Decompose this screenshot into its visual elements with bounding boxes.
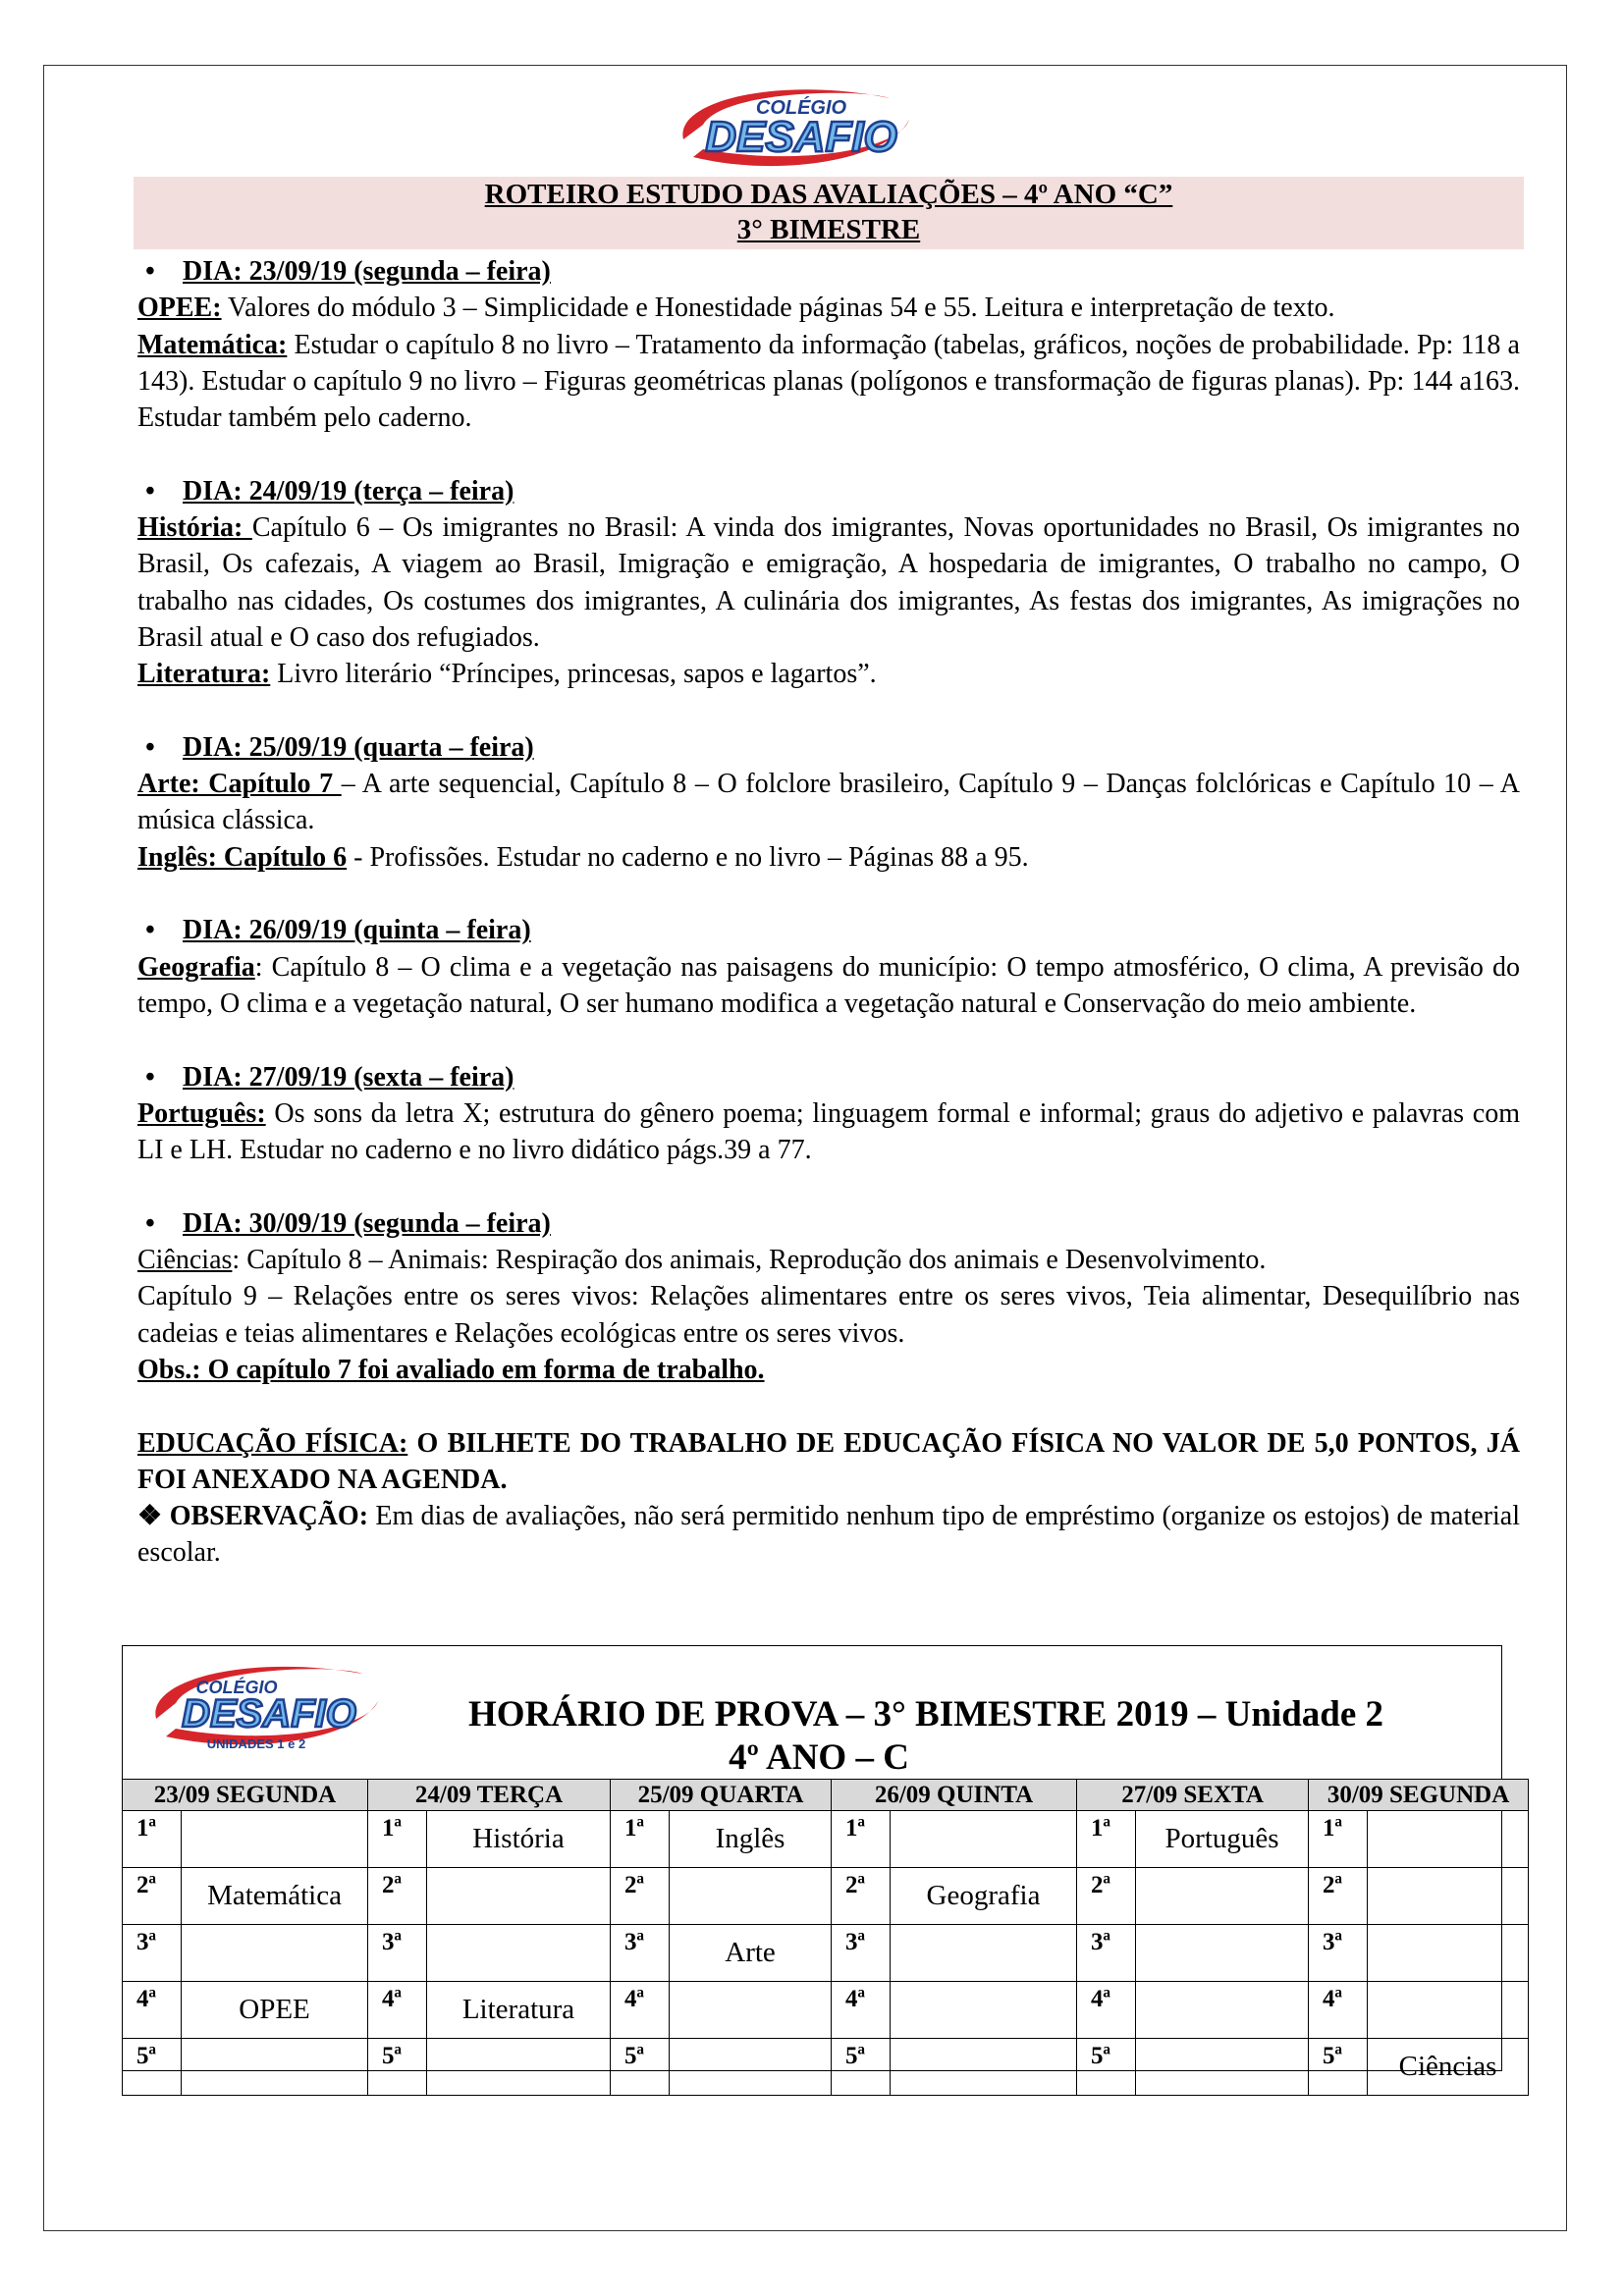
day-heading: • DIA: 24/09/19 (terça – feira)	[145, 475, 514, 507]
period-number: 1ª	[611, 1811, 670, 1868]
period-number: 1ª	[123, 1811, 182, 1868]
period-number: 1ª	[1077, 1811, 1136, 1868]
subject-entry: Ciências: Capítulo 8 – Animais: Respiração dos animais, Reprodução dos animais e Desenvolvimento.	[137, 1245, 1267, 1276]
column-header: 30/09 SEGUNDA	[1309, 1780, 1529, 1811]
title-line-1: ROTEIRO ESTUDO DAS AVALIAÇÕES – 4º ANO “C”	[484, 179, 1173, 210]
subject-cell	[670, 1868, 832, 1925]
day-note: Obs.: O capítulo 7 foi avaliado em forma de trabalho.	[137, 1354, 765, 1385]
subject-cell	[891, 1925, 1077, 1982]
physical-ed-notice: EDUCAÇÃO FÍSICA: O BILHETE DO TRABALHO DE EDUCAÇÃO FÍSICA NO VALOR DE 5,0 PONTOS, JÁ FOI ANEXADO NA AGENDA.	[137, 1427, 1520, 1495]
subject-cell	[1136, 1868, 1309, 1925]
subject-cell	[891, 1811, 1077, 1868]
day-heading: • DIA: 25/09/19 (quarta – feira)	[145, 731, 534, 763]
subject-entry: Inglês: Capítulo 6 - Profissões. Estudar no caderno e no livro – Páginas 88 a 95.	[137, 841, 1029, 873]
subject-cell: Ciências	[1368, 2039, 1529, 2096]
period-number: 2ª	[123, 1868, 182, 1925]
diamond-bullet-icon: ❖	[137, 1501, 163, 1532]
subject-cell	[1136, 1925, 1309, 1982]
period-number: 5ª	[1309, 2039, 1368, 2096]
subject-entry: Português: Os sons da letra X; estrutura do gênero poema; linguagem formal e informal; graus do adjetivo e palavras com LI e LH. Estudar no caderno e no livro didático págs.39 a 77.	[137, 1097, 1520, 1166]
subject-cell: Literatura	[427, 1982, 611, 2039]
subject-cell: História	[427, 1811, 611, 1868]
colegio-desafio-logo	[664, 80, 925, 175]
schedule-header-row	[123, 1780, 1529, 1811]
subject-cell	[1136, 2039, 1309, 2096]
subject-entry: História: Capítulo 6 – Os imigrantes no Brasil: A vinda dos imigrantes, Novas oportunidades no Brasil, Os imigrantes no Brasil, Os cafezais, A viagem ao Brasil, Imigração e emigração, A hospedaria de imigrantes, O trabalho no campo, O trabalho nas cidades, Os costumes dos imigrantes, A culinária dos imigrantes, As festas dos imigrantes, As imigrações no Brasil atual e O caso dos refugiados.	[137, 512, 1521, 653]
sched-logo-main-label: DESAFIO	[182, 1692, 356, 1735]
subject-cell	[891, 1982, 1077, 2039]
column-header: 23/09 SEGUNDA	[123, 1780, 368, 1811]
subject-cell	[1368, 1868, 1529, 1925]
subject-cell	[1136, 1982, 1309, 2039]
title-line-2: 3° BIMESTRE	[736, 214, 921, 245]
day-heading: • DIA: 26/09/19 (quinta – feira)	[145, 915, 531, 946]
subject-cell	[891, 2039, 1077, 2096]
schedule-row	[123, 2039, 1529, 2096]
schedule-row	[123, 1811, 1529, 1868]
subject-entry: Capítulo 9 – Relações entre os seres vivos: Relações alimentares entre os seres vivos, Teia alimentar, Desequilíbrio nas cadeias e teias alimentares e Relações ecológicas entre os seres vivos.	[137, 1281, 1520, 1349]
document-title	[134, 177, 1524, 249]
period-number: 2ª	[368, 1868, 427, 1925]
period-number: 4ª	[123, 1982, 182, 2039]
schedule-row	[123, 1925, 1529, 1982]
subject-cell	[427, 1868, 611, 1925]
subject-cell: Geografia	[891, 1868, 1077, 1925]
period-number: 2ª	[611, 1868, 670, 1925]
day-heading: • DIA: 23/09/19 (segunda – feira)	[145, 256, 551, 287]
subject-entry: Matemática: Estudar o capítulo 8 no livro – Tratamento da informação (tabelas, gráficos, noções de probabilidade. Pp: 118 a 143). Estudar o capítulo 9 no livro – Figuras geométricas planas (polígonos e transformação de figuras planas). Pp: 144 a163. Estudar também pelo caderno.	[137, 329, 1520, 434]
period-number: 4ª	[611, 1982, 670, 2039]
schedule-table	[122, 1779, 1529, 2096]
subject-cell	[427, 2039, 611, 2096]
period-number: 2ª	[1077, 1868, 1136, 1925]
column-header: 24/09 TERÇA	[368, 1780, 611, 1811]
period-number: 3ª	[611, 1925, 670, 1982]
sched-logo-sub-label: UNIDADES 1 e 2	[206, 1736, 306, 1751]
period-number: 4ª	[1309, 1982, 1368, 2039]
day-heading: • DIA: 30/09/19 (segunda – feira)	[145, 1207, 551, 1239]
period-number: 2ª	[1309, 1868, 1368, 1925]
subject-entry: OPEE: Valores do módulo 3 – Simplicidade e Honestidade páginas 54 e 55. Leitura e interpretação de texto.	[137, 293, 1335, 324]
exam-schedule	[122, 1645, 1510, 2082]
period-number: 2ª	[832, 1868, 891, 1925]
schedule-row	[123, 1982, 1529, 2039]
period-number: 5ª	[1077, 2039, 1136, 2096]
period-number: 5ª	[832, 2039, 891, 2096]
period-number: 3ª	[368, 1925, 427, 1982]
subject-cell	[1368, 1982, 1529, 2039]
subject-cell	[182, 1811, 368, 1868]
period-number: 4ª	[1077, 1982, 1136, 2039]
day-heading: • DIA: 27/09/19 (sexta – feira)	[145, 1061, 514, 1093]
logo-top-label: COLÉGIO	[755, 97, 847, 119]
subject-cell	[182, 2039, 368, 2096]
schedule-title-line-1: HORÁRIO DE PROVA – 3° BIMESTRE 2019 – Unidade 2	[467, 1694, 1384, 1735]
schedule-row	[123, 1868, 1529, 1925]
period-number: 3ª	[832, 1925, 891, 1982]
period-number: 1ª	[1309, 1811, 1368, 1868]
subject-cell	[182, 1925, 368, 1982]
period-number: 5ª	[368, 2039, 427, 2096]
subject-cell: Português	[1136, 1811, 1309, 1868]
period-number: 3ª	[123, 1925, 182, 1982]
subject-cell	[1368, 1925, 1529, 1982]
period-number: 5ª	[611, 2039, 670, 2096]
period-number: 4ª	[832, 1982, 891, 2039]
subject-cell	[670, 2039, 832, 2096]
subject-cell	[670, 1982, 832, 2039]
subject-entry: Literatura: Livro literário “Príncipes, princesas, sapos e lagartos”.	[137, 659, 877, 690]
period-number: 1ª	[832, 1811, 891, 1868]
subject-cell: OPEE	[182, 1982, 368, 2039]
column-header: 26/09 QUINTA	[832, 1780, 1077, 1811]
period-number: 3ª	[1309, 1925, 1368, 1982]
subject-cell	[427, 1925, 611, 1982]
subject-cell	[1368, 1811, 1529, 1868]
study-guide-content	[137, 253, 1520, 1572]
sched-logo-top-label: COLÉGIO	[195, 1678, 278, 1697]
period-number: 4ª	[368, 1982, 427, 2039]
subject-cell: Inglês	[670, 1811, 832, 1868]
column-header: 27/09 SEXTA	[1077, 1780, 1309, 1811]
period-number: 3ª	[1077, 1925, 1136, 1982]
subject-entry: Geografia: Capítulo 8 – O clima e a vegetação nas paisagens do município: O tempo atmosférico, O clima, A previsão do tempo, O clima e a vegetação natural, O ser humano modifica a vegetação natural e Conservação do meio ambiente.	[137, 951, 1520, 1019]
subject-cell: Matemática	[182, 1868, 368, 1925]
observation-notice: ❖ OBSERVAÇÃO: Em dias de avaliações, não será permitido nenhum tipo de empréstimo (organize os estojos) de material escolar.	[137, 1501, 1521, 1569]
column-header: 25/09 QUARTA	[611, 1780, 832, 1811]
schedule-title	[123, 1693, 1503, 1780]
logo-main-label: DESAFIO	[705, 113, 897, 161]
period-number: 5ª	[123, 2039, 182, 2096]
subject-cell: Arte	[670, 1925, 832, 1982]
subject-entry: Arte: Capítulo 7 – A arte sequencial, Capítulo 8 – O folclore brasileiro, Capítulo 9 – Danças folclóricas e Capítulo 10 – A música clássica.	[137, 769, 1520, 836]
schedule-title-line-2: 4º ANO – C	[729, 1737, 909, 1778]
period-number: 1ª	[368, 1811, 427, 1868]
